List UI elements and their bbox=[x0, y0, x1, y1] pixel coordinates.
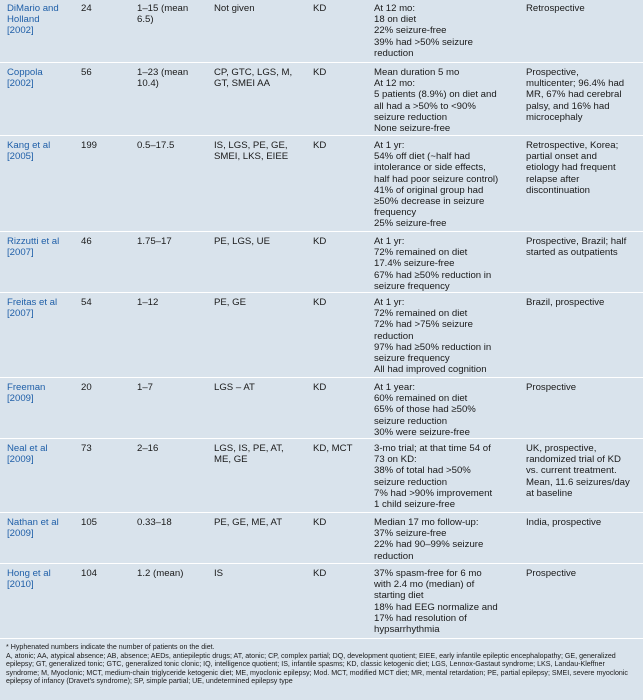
footnote-asterisk-note: * Hyphenated numbers indicate the number of patients on the diet. bbox=[6, 643, 215, 651]
seizure-types: LGS – AT bbox=[214, 382, 255, 393]
study-citation: DiMario and Holland [2002] bbox=[7, 3, 59, 37]
age-range: 1.2 (mean) bbox=[137, 568, 184, 579]
diet-type: KD bbox=[313, 3, 327, 14]
patient-count: 73 bbox=[81, 443, 92, 454]
study-citation: Rizzutti et al [2007] bbox=[7, 236, 60, 259]
table-row bbox=[0, 563, 643, 638]
table-row bbox=[0, 62, 643, 135]
patient-count: 104 bbox=[81, 568, 98, 579]
outcome: Median 17 mo follow-up: 37% seizure-free 22% had 90–99% seizure reduction bbox=[374, 517, 484, 562]
study-citation: Hong et al [2010] bbox=[7, 568, 51, 591]
study-citation: Neal et al [2009] bbox=[7, 443, 48, 466]
comments: Retrospective bbox=[526, 3, 585, 14]
age-range: 1–23 (mean 10.4) bbox=[137, 67, 189, 90]
age-range: 0.33–18 bbox=[137, 517, 172, 528]
patient-count: 46 bbox=[81, 236, 92, 247]
patient-count: 20 bbox=[81, 382, 92, 393]
outcome: At 1 yr: 72% remained on diet 17.4% seizure-free 67% had ≥50% reduction in seizure frequency bbox=[374, 236, 492, 292]
age-range: 2–16 bbox=[137, 443, 159, 454]
footnote-abbreviations: A, atonic; AA, atypical absence; AB, absence; AEDs, antiepileptic drugs; AT, atonic; CP, complex partial; DQ, development quotient; EIEE, early infantile epileptic encephalopathy; GE, generalized epilepsy; GT, generalized tonic; GTC, generalized tonic clonic; IQ, intelligence quotient; IS, infantile spasms; KD, classic ketogenic diet; LGS, Lennox-Gastaut syndrome; LKS, Landau-Kleffner syndrome; M, Myoclonic; MCT, medium-chain triglyceride ketogenic diet; ME, myoclonic epilepsy; Mod. MCT, modified MCT diet; MR, mental retardation; PE, partial epilepsy; SMEI, severe myoclonic epilepsy of infancy (Dravet's syndrome); SP, simple partial; UE, undetermined epilepsy type bbox=[6, 651, 628, 686]
comments: Prospective bbox=[526, 568, 577, 579]
outcome: At 1 year: 60% remained on diet 65% of those had ≥50% seizure reduction 30% were seizure-free bbox=[374, 382, 476, 438]
comments: Prospective bbox=[526, 382, 577, 393]
table-row bbox=[0, 231, 643, 292]
seizure-types: IS, LGS, PE, GE, SMEI, LKS, EIEE bbox=[214, 140, 289, 163]
study-citation: Nathan et al [2009] bbox=[7, 517, 59, 540]
diet-type: KD bbox=[313, 382, 327, 393]
table-row bbox=[0, 135, 643, 231]
table-row bbox=[0, 438, 643, 512]
study-citation: Freeman [2009] bbox=[7, 382, 46, 405]
table-row bbox=[0, 512, 643, 563]
diet-type: KD, MCT bbox=[313, 443, 353, 454]
study-citation: Coppola [2002] bbox=[7, 67, 43, 90]
outcome: At 1 yr: 54% off diet (~half had intolerance or side effects, half had poor seizure control) 41% of original group had ≥50% decrease in seizure frequency 25% seizure-free bbox=[374, 140, 499, 230]
study-citation: Kang et al [2005] bbox=[7, 140, 51, 163]
seizure-types: PE, GE, ME, AT bbox=[214, 517, 283, 528]
age-range: 1–12 bbox=[137, 297, 159, 308]
seizure-types: IS bbox=[214, 568, 224, 579]
seizure-types: LGS, IS, PE, AT, ME, GE bbox=[214, 443, 284, 466]
patient-count: 105 bbox=[81, 517, 98, 528]
table-row bbox=[0, 3, 643, 61]
patient-count: 199 bbox=[81, 140, 98, 151]
seizure-types: PE, GE bbox=[214, 297, 246, 308]
comments: Prospective, Brazil; half started as outpatients bbox=[526, 236, 627, 259]
outcome: 3-mo trial; at that time 54 of 73 on KD: 38% of total had >50% seizure reduction 7% had >90% improvement 1 child seizure-free bbox=[374, 443, 493, 511]
seizure-types: PE, LGS, UE bbox=[214, 236, 270, 247]
comments: UK, prospective, randomized trial of KD vs. current treatment. Mean, 11.6 seizures/day at baseline bbox=[526, 443, 630, 499]
diet-type: KD bbox=[313, 140, 327, 151]
diet-type: KD bbox=[313, 297, 327, 308]
outcome: At 1 yr: 72% remained on diet 72% had >75% seizure reduction 97% had ≥50% reduction in seizure frequency All had improved cognition bbox=[374, 297, 492, 376]
table-row bbox=[0, 292, 643, 377]
diet-type: KD bbox=[313, 236, 327, 247]
patient-count: 24 bbox=[81, 3, 92, 14]
outcome: 37% spasm-free for 6 mo with 2.4 mo (median) of starting diet 18% had EEG normalize and 17% had resolution of hypsarrhythmia bbox=[374, 568, 498, 636]
comments: Prospective, multicenter; 96.4% had MR, 67% had cerebral palsy, and 16% had microcephaly bbox=[526, 67, 625, 123]
patient-count: 56 bbox=[81, 67, 92, 78]
age-range: 1–15 (mean 6.5) bbox=[137, 3, 189, 26]
outcome: At 12 mo: 18 on diet 22% seizure-free 39% had >50% seizure reduction bbox=[374, 3, 473, 59]
table-row bbox=[0, 377, 643, 438]
outcome: Mean duration 5 mo At 12 mo: 5 patients (8.9%) on diet and all had a >50% to <90% seizure reduction None seizure-free bbox=[374, 67, 497, 135]
diet-type: KD bbox=[313, 517, 327, 528]
age-range: 0.5–17.5 bbox=[137, 140, 175, 151]
seizure-types: Not given bbox=[214, 3, 255, 14]
seizure-types: CP, GTC, LGS, M, GT, SMEI AA bbox=[214, 67, 293, 90]
age-range: 1.75–17 bbox=[137, 236, 172, 247]
comments: Retrospective, Korea; partial onset and etiology had frequent relapse after discontinuation bbox=[526, 140, 619, 196]
study-citation: Freitas et al [2007] bbox=[7, 297, 58, 320]
comments: India, prospective bbox=[526, 517, 602, 528]
comments: Brazil, prospective bbox=[526, 297, 605, 308]
age-range: 1–7 bbox=[137, 382, 154, 393]
diet-type: KD bbox=[313, 67, 327, 78]
table-footnote bbox=[0, 638, 643, 700]
diet-type: KD bbox=[313, 568, 327, 579]
patient-count: 54 bbox=[81, 297, 92, 308]
